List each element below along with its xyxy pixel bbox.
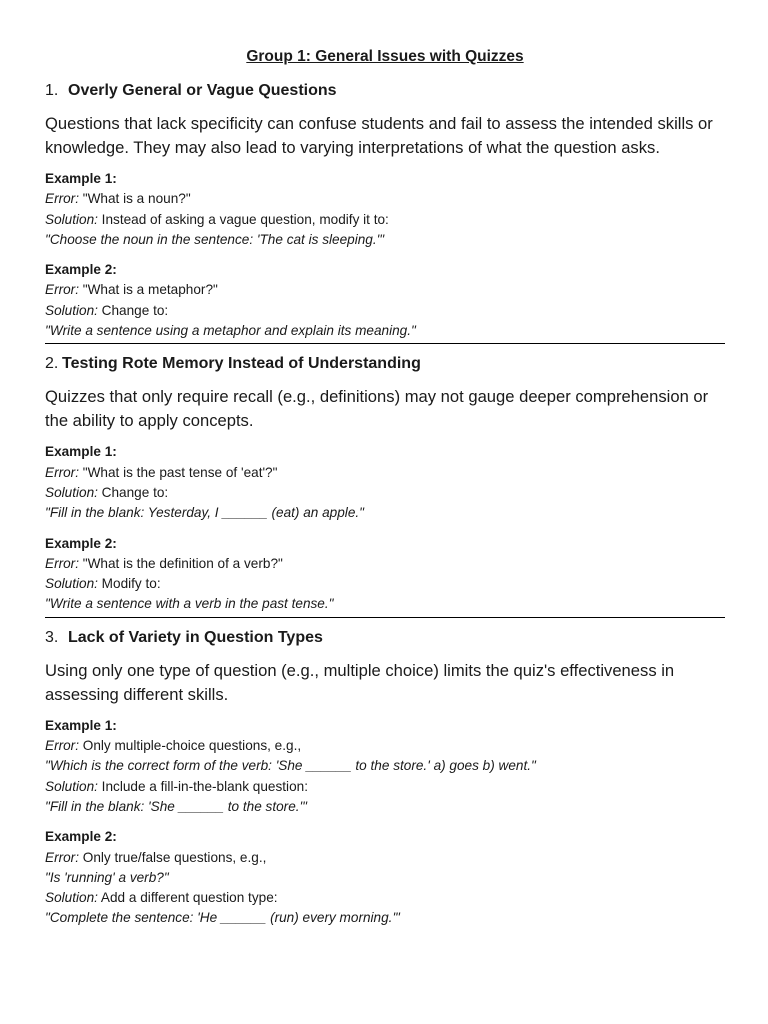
solution-text: Add a different question type: — [97, 890, 278, 906]
section-number: 2. — [45, 355, 59, 373]
document-title: Group 1: General Issues with Quizzes — [246, 48, 524, 65]
error-text: "What is the past tense of 'eat'?" — [78, 464, 278, 480]
error-text: "What is a noun?" — [78, 191, 191, 207]
document-page — [45, 44, 725, 939]
error-line — [45, 554, 725, 574]
solution-line — [45, 777, 725, 797]
section-description: Quizzes that only require recall (e.g., definitions) may not gauge deeper comprehension or the ability to apply concepts. — [45, 387, 709, 431]
section-description: Using only one type of question (e.g., multiple choice) limits the quiz's effectiveness in assessing different skills. — [45, 660, 675, 704]
example-label: Example 2: — [45, 262, 117, 278]
solution-label: Solution: — [45, 576, 98, 592]
section-divider — [45, 617, 725, 618]
error-label: Error: — [45, 282, 79, 298]
example-block — [45, 716, 725, 817]
section-heading-text: Overly General or Vague Questions — [68, 82, 337, 99]
solution-line — [45, 574, 725, 594]
fix-text: "Choose the noun in the sentence: 'The cat is sleeping.'" — [45, 231, 385, 247]
section-number: 3. — [45, 628, 59, 646]
example-label: Example 2: — [45, 829, 117, 845]
error-text: Only true/false questions, e.g., — [78, 849, 267, 865]
error-label: Error: — [45, 555, 79, 571]
example-label: Example 1: — [45, 717, 117, 733]
solution-label: Solution: — [45, 890, 98, 906]
example-block — [45, 260, 725, 341]
example-label: Example 1: — [45, 171, 117, 186]
error-text: Only multiple-choice questions, e.g., — [78, 738, 302, 754]
error-quote: "Which is the correct form of the verb: 'She ______ to the store.' a) goes b) went." — [45, 758, 536, 774]
solution-label: Solution: — [45, 484, 98, 500]
example-block — [45, 827, 725, 928]
section-heading — [45, 627, 725, 649]
error-line — [45, 736, 725, 756]
error-line — [45, 189, 725, 209]
solution-label: Solution: — [45, 302, 98, 318]
error-label: Error: — [45, 849, 79, 865]
solution-line — [45, 483, 725, 503]
section-heading-text: Lack of Variety in Question Types — [68, 628, 323, 646]
section-divider — [45, 343, 725, 344]
example-block — [45, 442, 725, 523]
solution-line — [45, 301, 725, 321]
section-3 — [45, 627, 725, 929]
section-number: 1. — [45, 82, 59, 99]
error-label: Error: — [45, 191, 79, 207]
section-2 — [45, 353, 725, 614]
solution-text: Include a fill-in-the-blank question: — [97, 778, 308, 794]
fix-text: "Write a sentence with a verb in the past tense." — [45, 596, 334, 612]
fix-text: "Complete the sentence: 'He ______ (run) every morning.'" — [45, 910, 400, 926]
error-text: "What is a metaphor?" — [78, 282, 218, 298]
example-block — [45, 169, 725, 250]
section-heading — [45, 80, 725, 102]
error-label: Error: — [45, 464, 79, 480]
fix-text: "Write a sentence using a metaphor and explain its meaning." — [45, 323, 416, 339]
section-heading — [45, 353, 725, 375]
solution-label: Solution: — [45, 211, 98, 227]
error-line — [45, 463, 725, 483]
error-quote: "Is 'running' a verb?" — [45, 869, 169, 885]
section-1 — [45, 80, 725, 341]
error-line — [45, 848, 725, 868]
solution-label: Solution: — [45, 778, 98, 794]
example-label: Example 1: — [45, 444, 117, 460]
section-heading-text: Testing Rote Memory Instead of Understanding — [62, 355, 421, 373]
fix-text: "Fill in the blank: 'She ______ to the store.'" — [45, 798, 307, 814]
solution-text: Modify to: — [97, 576, 161, 592]
solution-text: Change to: — [97, 302, 169, 318]
error-line — [45, 280, 725, 300]
solution-line — [45, 888, 725, 908]
section-description: Questions that lack specificity can confuse students and fail to assess the intended skills or knowledge. They may also lead to varying interpretations of what the question asks. — [45, 114, 713, 157]
example-block — [45, 534, 725, 615]
solution-text: Instead of asking a vague question, modify it to: — [97, 211, 389, 227]
example-label: Example 2: — [45, 535, 117, 551]
solution-text: Change to: — [97, 484, 169, 500]
fix-text: "Fill in the blank: Yesterday, I ______ (eat) an apple." — [45, 505, 364, 521]
solution-line — [45, 210, 725, 230]
error-label: Error: — [45, 738, 79, 754]
error-text: "What is the definition of a verb?" — [78, 555, 283, 571]
